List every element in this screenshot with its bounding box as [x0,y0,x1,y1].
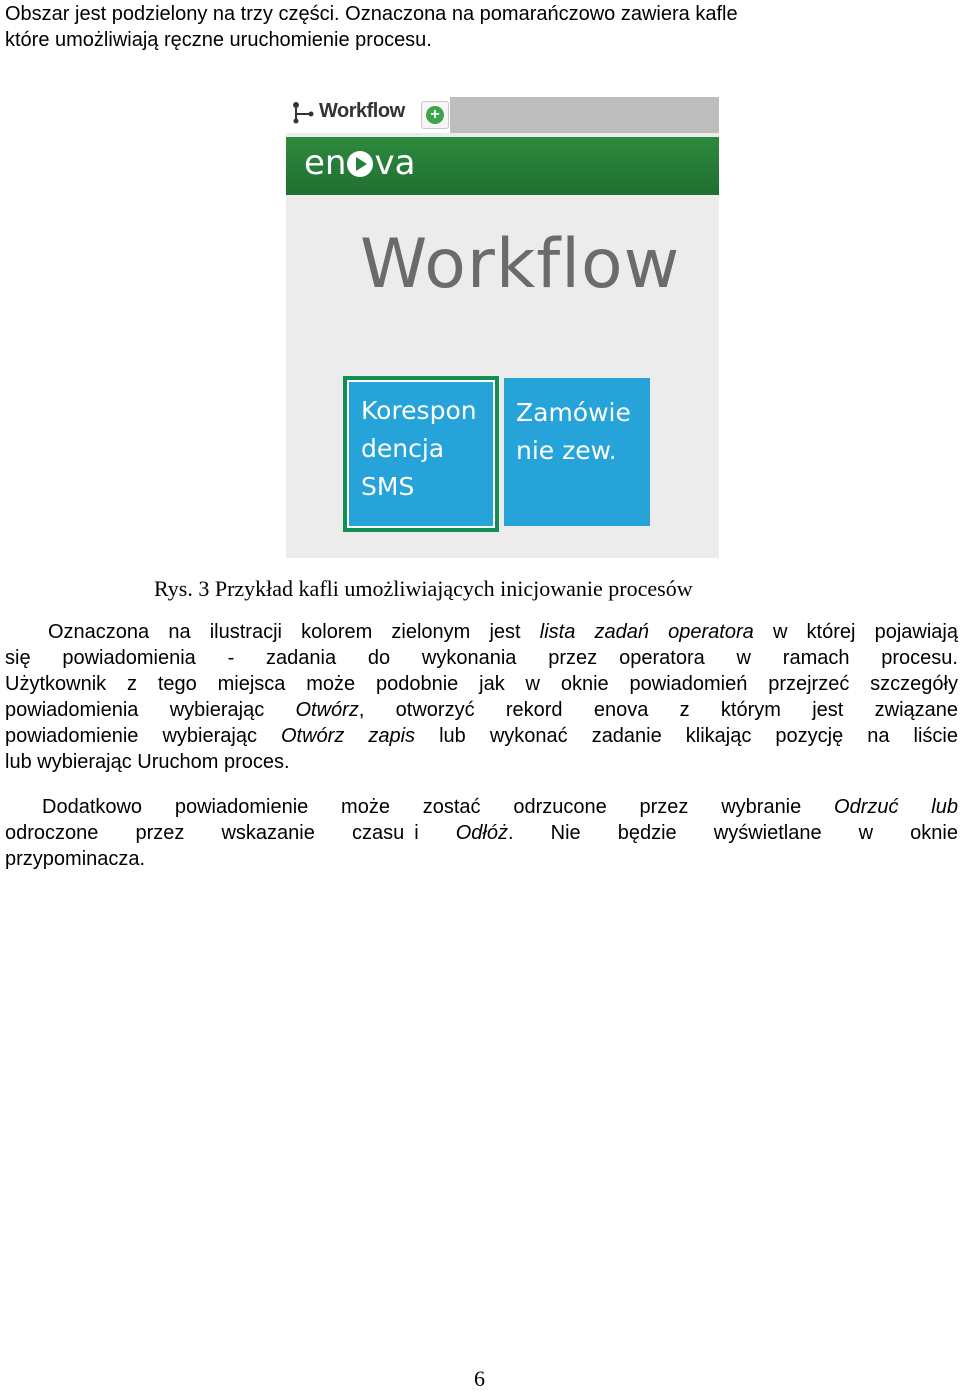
operator-tasks-paragraph [5,619,958,775]
enova-banner [286,137,719,195]
para2-line-2: się powiadomienia - zadania do wykonania przez operatora w ramach procesu. [5,647,958,669]
para3-line-3: przypominacza. [5,848,146,870]
tile-label: Zamówie nie zew. [516,398,631,465]
workflow-tab-label[interactable]: Workflow [319,100,405,122]
tile-korespondencja-sms[interactable] [343,376,499,532]
enova-logo [304,143,415,183]
workflow-icon [290,101,316,125]
para2-line-5: powiadomienie wybierając Otwórz zapis lub wykonać zadanie klikając pozycję na liście [5,725,958,747]
para2-line-3: Użytkownik z tego miejsca może podobnie jak w oknie powiadomień przejrzeć szczegóły [5,673,958,695]
tile-zamowienie-zew[interactable] [504,378,650,526]
para2-line-6: lub wybierając Uruchom proces. [5,751,290,773]
intro-line-2: które umożliwiają ręczne uruchomienie procesu. [5,29,432,51]
intro-paragraph [5,1,958,53]
figure-caption: Rys. 3 Przykład kafli umożliwiających inicjowanie procesów [154,576,693,601]
workflow-title: Workflow [360,225,681,304]
add-tab-button[interactable] [421,101,449,129]
toolbar-empty-area [450,97,719,133]
workflow-screenshot-figure [286,97,719,558]
brand-right: va [374,143,416,183]
reject-postpone-paragraph [5,794,958,872]
para3-line-2: odroczone przez wskazanie czasu i Odłóż. Nie będzie wyświetlane w oknie [5,822,958,844]
play-icon [347,151,373,177]
intro-line-1: Obszar jest podzielony na trzy części. Oznaczona na pomarańczowo zawiera kafle [5,3,738,25]
brand-left: en [304,143,347,183]
para3-line-1: Dodatkowo powiadomienie może zostać odrzucone przez wybranie Odrzuć lub [42,796,958,818]
plus-icon: + [426,106,444,124]
tile-label: Korespon dencja SMS [361,396,477,501]
workflow-toolbar [286,97,719,133]
para2-line-1: Oznaczona na ilustracji kolorem zielonym jest lista zadań operatora w której pojawiają [48,621,958,643]
page-number: 6 [474,1366,485,1391]
para2-line-4: powiadomienia wybierając Otwórz, otworzyć rekord enova z którym jest związane [5,699,958,721]
